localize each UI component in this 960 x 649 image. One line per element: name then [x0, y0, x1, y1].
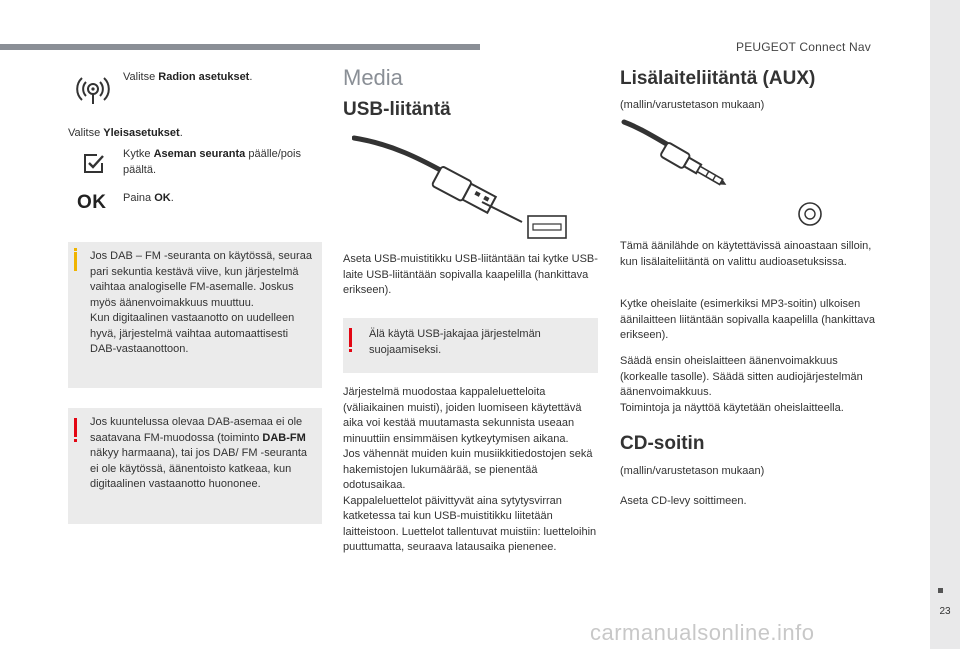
- checkbox-icon: [82, 151, 106, 175]
- usb-connector-illustration: [352, 130, 582, 245]
- step-press-ok: Paina OK.: [123, 192, 174, 204]
- cd-title: CD-soitin: [620, 433, 705, 454]
- page-number: 23: [939, 606, 951, 617]
- ok-icon: OK: [77, 192, 107, 213]
- usb-instructions: Aseta USB-muistitikku USB-liitäntään tai kytke USB-laite USB-liitäntään sopivalla kaapelilla (hankittava erikseen).: [343, 253, 598, 296]
- cd-subtitle: (mallin/varustetason mukaan): [620, 465, 765, 477]
- warning-note-box: [68, 408, 322, 524]
- header-label: PEUGEOT Connect Nav: [736, 40, 871, 54]
- aux-subtitle: (mallin/varustetason mukaan): [620, 99, 765, 111]
- warning-icon: [74, 418, 77, 437]
- step-station-follow: Kytke Aseman seuranta päälle/pois päältä.: [123, 148, 301, 176]
- info-note-text: Jos DAB – FM -seuranta on käytössä, seuraa pari sekuntia kestävä viive, kun järjestelmä vaihtaa analogiselle FM-asemalle. Joskus myös äänenvoimakkuus muuttuu. Kun digitaalinen vastaanotto on uudelleen hyvä, järjestelmä vaihtaa automaattisesti DAB-vastaanottoon.: [90, 250, 312, 355]
- info-icon: [74, 252, 77, 271]
- aux-title: Lisälaiteliitäntä (AUX): [620, 68, 816, 89]
- watermark: carmanualsonline.info: [590, 620, 815, 645]
- aux-text-volume: Säädä ensin oheislaitteen äänenvoimakkuus (korkealle tasolle). Säädä sitten audiojärjestelmän äänenvoimakkuus. Toimintoja ja näyttöä käytetään oheislaitteella.: [620, 355, 863, 414]
- usb-warning-box: [343, 318, 598, 373]
- aux-text-availability: Tämä äänilähde on käytettävissä ainoastaan silloin, kun lisälaiteliitäntä on valittu audioasetuksissa.: [620, 240, 872, 268]
- playlist-info-text: Järjestelmä muodostaa kappaleluetteloita (väliaikainen muisti), joiden luomiseen käytettävä aika voi kestää muutamasta sekunnista useaan minuuttiin ensimmäisen kytkeytymisen aikana. Jos vähennät muiden kuin musiikkitiedostojen sekä hakemistojen lukumäärää, se pienentää odotusaikaa. Kappaleluettelot päivittyvät aina sytytysvirran katketessa tai kun USB-muistitikku liitetään laitteistoon. Luettelot tallentuvat muistiin: luetteloihin puuttumatta, seuraava latausaika pienenee.: [343, 386, 597, 553]
- section-title-media: Media: [343, 65, 403, 90]
- jack-connector-illustration: [620, 118, 830, 228]
- warning-note-text: Jos kuuntelussa olevaa DAB-asemaa ei ole saatavana FM-muodossa (toiminto DAB-FM näkyy harmaana), tai jos DAB/ FM -seuranta ei ole käytössä, äänentoisto katkeaa, kun digitaalinen vastaanotto huononee.: [90, 416, 308, 490]
- usb-title: USB-liitäntä: [343, 99, 451, 120]
- cd-instructions: Aseta CD-levy soittimeen.: [620, 495, 747, 507]
- radio-antenna-icon: [76, 72, 110, 106]
- info-note-box: [68, 242, 322, 388]
- aux-text-connect: Kytke oheislaite (esimerkiksi MP3-soitin) ulkoisen äänilaitteen liitäntään sopivalla kaapelilla (hankittava erikseen).: [620, 298, 875, 341]
- warning-icon: [349, 328, 352, 347]
- usb-warning-text: Älä käytä USB-jakajaa järjestelmän suojaamiseksi.: [369, 328, 541, 356]
- top-accent-bar: [0, 44, 480, 50]
- step-select-general-settings: Valitse Yleisasetukset.: [68, 127, 183, 139]
- page-side-margin: [930, 0, 960, 649]
- step-select-radio-settings: Valitse Radion asetukset.: [123, 71, 253, 83]
- page-marker: [938, 588, 943, 593]
